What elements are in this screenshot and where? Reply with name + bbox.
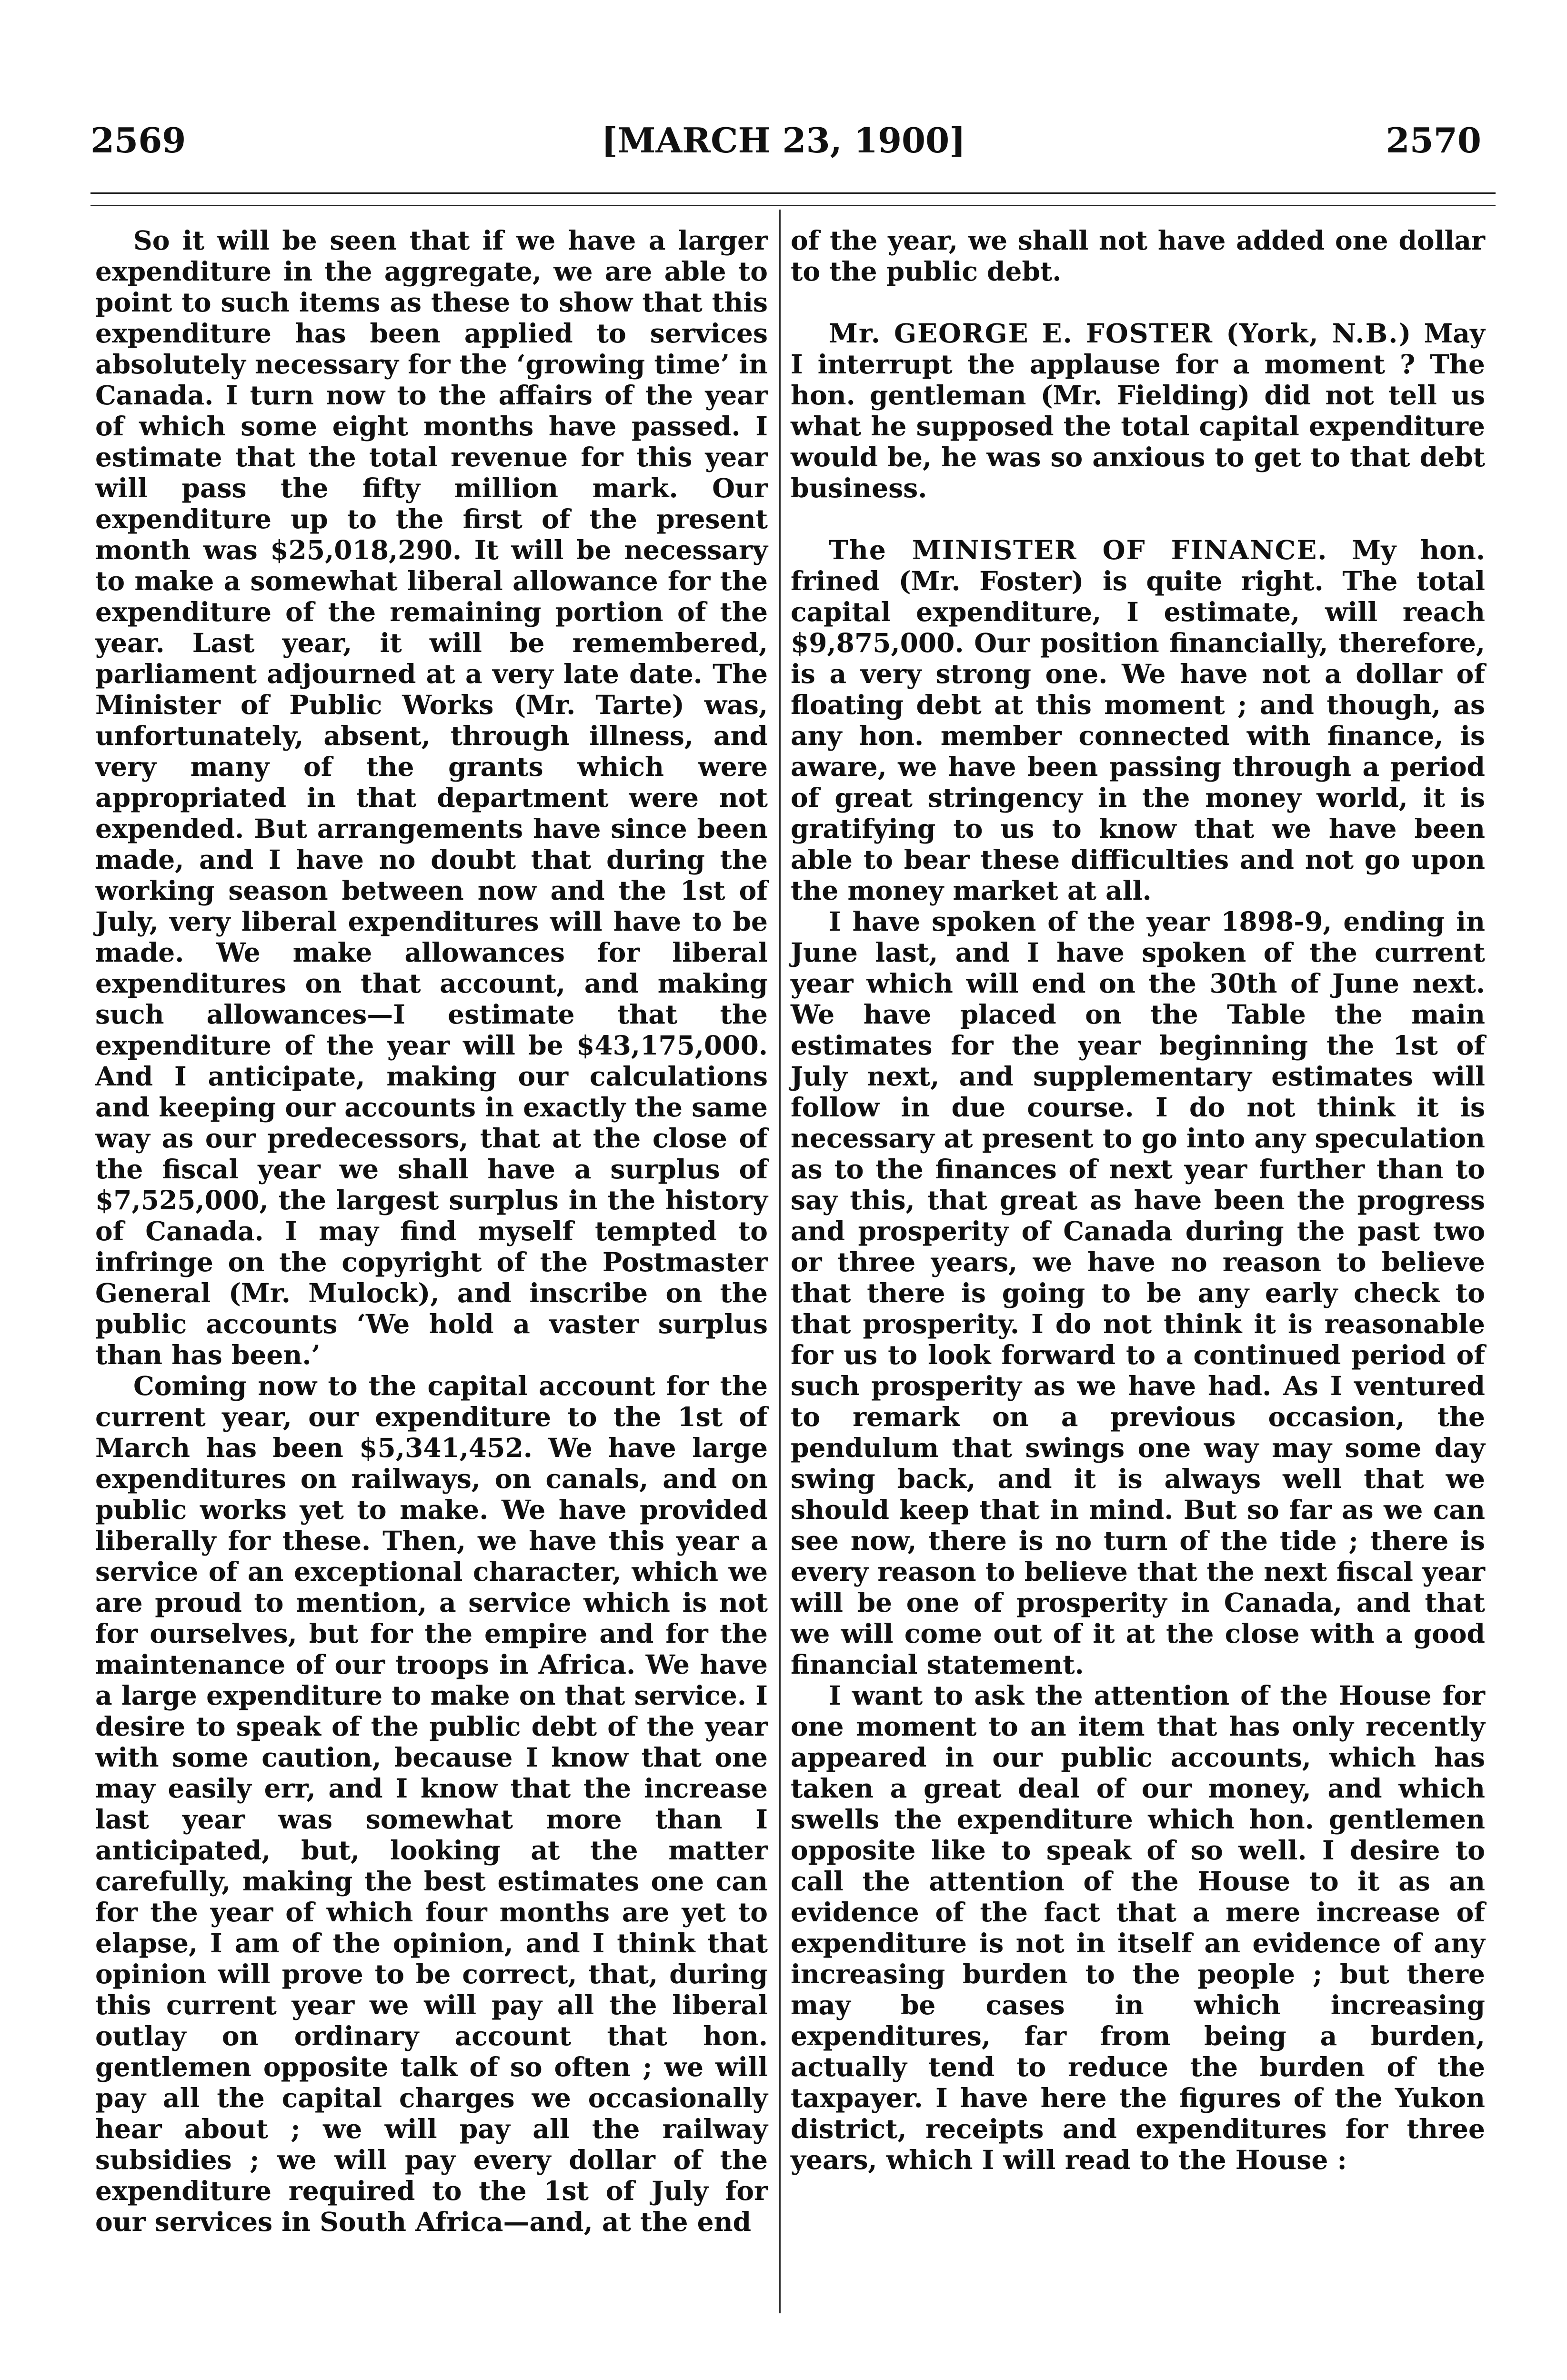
right-paragraph-4: I have spoken of the year 1898-9, ending in June last, and I have spoken of the current year which will end on the 30th of June next. We have placed on the Table the main estimates for the year beginning the 1st of July next, and supplementary estimates will follow in due course. I do not think it is necessary at present to go into any speculation as to the finances of next year further than to say this, that great as have been the progress and prosperity of Canada during the past two or three years, we have no reason to believe that there is going to be any early check to that prosperity. I do not think it is reasonable for us to look forward to a continued period of such prosperity as we have had. As I ventured to remark on a previous occasion, the pendulum that swings one way may some day swing back, and it is always well that we should keep that in mind. But so far as we can see now, there is no turn of the tide ; there is every reason to believe that the next fiscal year will be one of prosperity in Canada, and that we will come out of it at the close with a good financial statement. — [791, 906, 1485, 1680]
foster-text: May I interrupt the applause for a moment ? The hon. gentleman (Mr. Fielding) did not tell us what he supposed the total capital expenditure would be, he was so anxious to get to that debt business. — [791, 318, 1486, 503]
minister-text: My hon. frined (Mr. Foster) is quite right. The total capital expenditure, I estimate, will reach $9,875,000. Our position financially, therefore, is a very strong one. We have not a dollar of floating debt at this moment ; and though, as any hon. member connected with finance, is aware, we have been passing through a period of great stringency in the money world, it is gratifying to us to know that we have been able to bear these difficulties and not go upon the money market at all. — [791, 534, 1485, 906]
column-divider — [779, 210, 781, 2313]
left-column — [95, 225, 768, 2323]
right-paragraph-5: I want to ask the attention of the House for one moment to an item that has only recently appeared in our public accounts, which has taken a great deal of our money, and which swells the expenditure which hon. gentlemen opposite like to speak of so well. I desire to call the attention of the House to it as an evidence of the fact that a mere increase of expenditure is not in itself an evidence of any increasing burden to the people ; but there may be cases in which increasing expenditures, far from being a burden, actually tend to reduce the burden of the taxpayer. I have here the figures of the Yukon district, receipts and expenditures for three years, which I will read to the House : — [791, 1680, 1485, 2175]
right-column — [791, 225, 1485, 2323]
right-page-number: 2570 — [1386, 120, 1481, 161]
right-paragraph-1: of the year, we shall not have added one dollar to the public debt. — [791, 225, 1485, 287]
speaker-foster: Mr. GEORGE E. FOSTER (York, N.B.) — [829, 318, 1412, 349]
header-rule-top — [90, 192, 1496, 194]
left-page-number: 2569 — [90, 120, 186, 161]
minister-response — [791, 534, 1485, 906]
page-date-title: [MARCH 23, 1900] — [601, 120, 966, 161]
left-paragraph-1: So it will be seen that if we have a larger expenditure in the aggregate, we are able to point to such items as these to show that this expenditure has been applied to services absolutely necessary for the ‘growing time’ in Canada. I turn now to the affairs of the year of which some eight months have passed. I estimate that the total revenue for this year will pass the fifty million mark. Our expenditure up to the first of the present month was $25,018,290. It will be necessary to make a somewhat liberal allowance for the expenditure of the remaining portion of the year. Last year, it will be remembered, parliament adjourned at a very late date. The Minister of Public Works (Mr. Tarte) was, unfortunately, absent, through illness, and very many of the grants which were appropriated in that department were not expended. But arrangements have since been made, and I have no doubt that during the working season between now and the 1st of July, very liberal expenditures will have to be made. We make allowances for liberal expenditures on that account, and making such allowances—I estimate that the expenditure of the year will be $43,175,000. And I anticipate, making our calculations and keeping our accounts in exactly the same way as our predecessors, that at the close of the fiscal year we shall have a surplus of $7,525,000, the largest surplus in the history of Canada. I may find myself tempted to infringe on the copyright of the Postmaster General (Mr. Mulock), and inscribe on the public accounts ‘We hold a vaster surplus than has been.’ — [95, 225, 768, 1370]
foster-interjection — [791, 318, 1485, 503]
speaker-minister-of-finance: The MINISTER OF FINANCE. — [829, 534, 1328, 565]
left-paragraph-2: Coming now to the capital account for the current year, our expenditure to the 1st of March has been $5,341,452. We have large expenditures on railways, on canals, and on public works yet to make. We have provided liberally for these. Then, we have this year a service of an exceptional character, which we are proud to mention, a service which is not for ourselves, but for the empire and for the maintenance of our troops in Africa. We have a large expenditure to make on that service. I desire to speak of the public debt of the year with some caution, because I know that one may easily err, and I know that the increase last year was somewhat more than I anticipated, but, looking at the matter carefully, making the best estimates one can for the year of which four months are yet to elapse, I am of the opinion, and I think that opinion will prove to be correct, that, during this current year we will pay all the liberal outlay on ordinary account that hon. gentlemen opposite talk of so often ; we will pay all the capital charges we occasionally hear about ; we will pay all the railway subsidies ; we will pay every dollar of the expenditure required to the 1st of July for our services in South Africa—and, at the end — [95, 1370, 768, 2237]
header-rule-bottom — [90, 205, 1496, 206]
page-header — [71, 110, 1496, 163]
